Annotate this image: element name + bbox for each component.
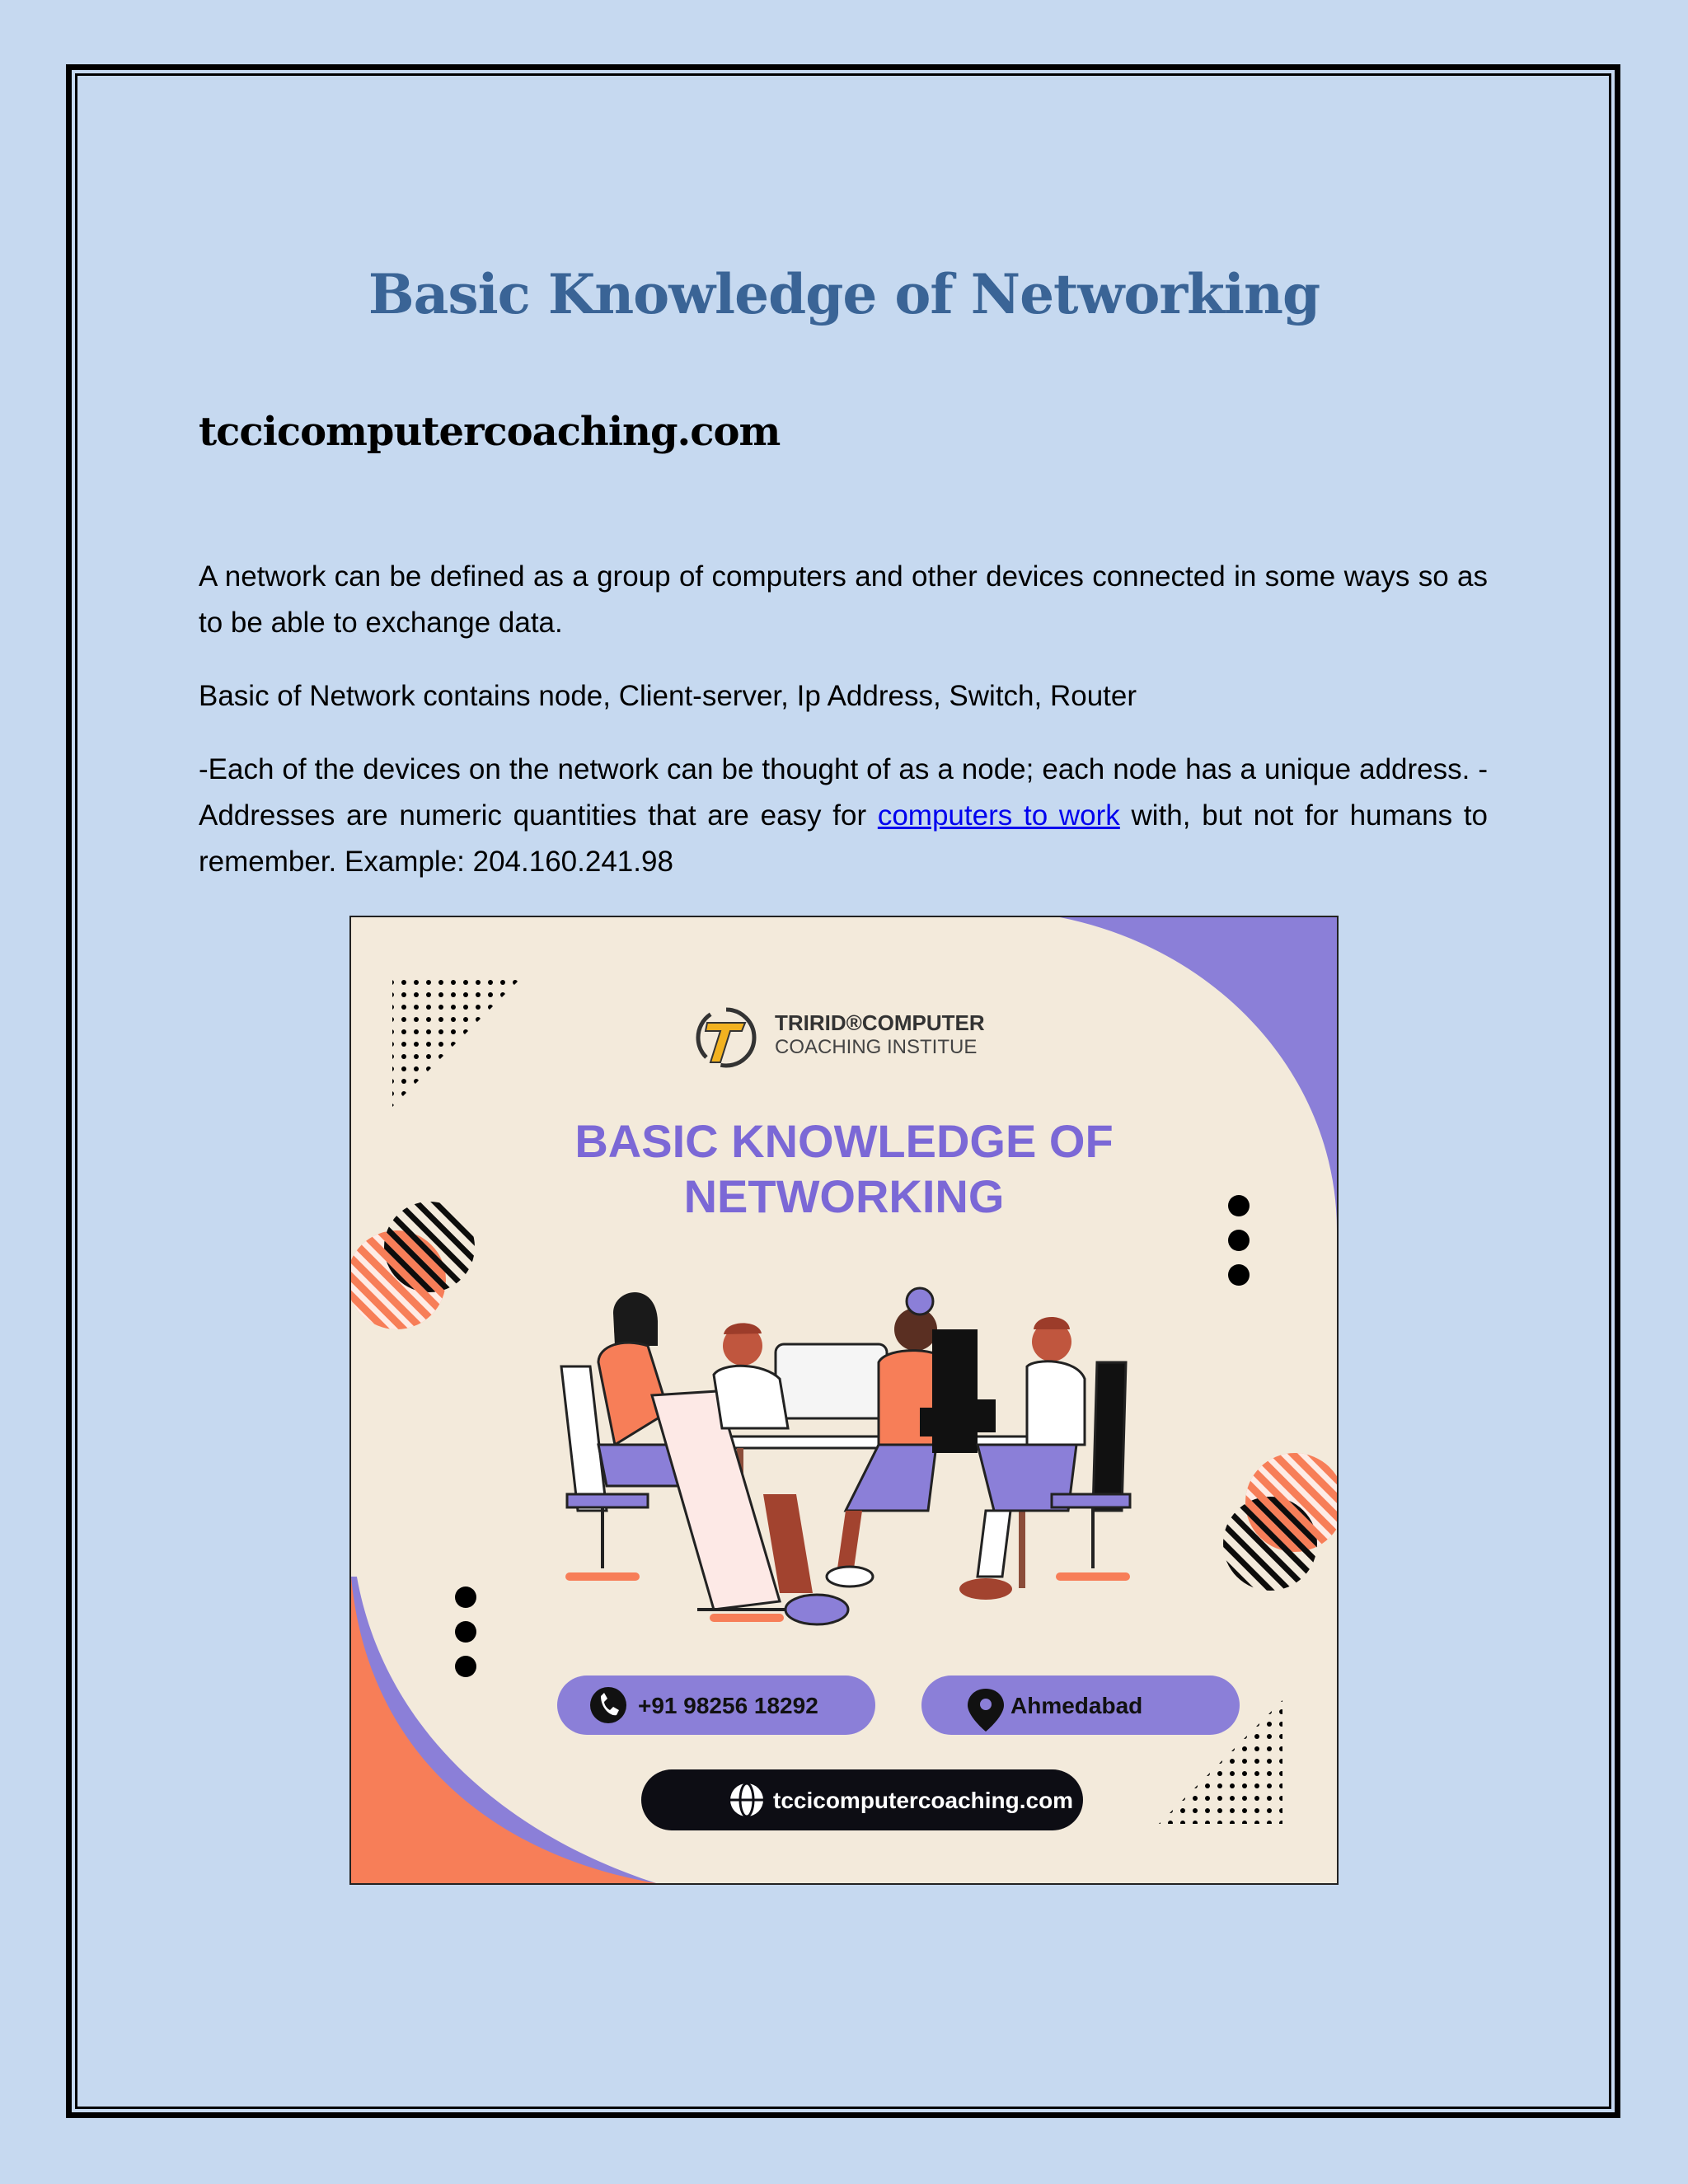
poster-website: tccicomputercoaching.com [773, 1788, 1074, 1813]
paragraph-node-address [199, 747, 1488, 885]
paragraph-network-definition: A network can be defined as a group of computers and other devices connected in some ways so as to be able to exchange data. [199, 560, 1488, 639]
site-name: tccicomputercoaching.com [199, 409, 781, 455]
document-title: Basic Knowledge of Networking [368, 262, 1320, 326]
logo-line1: TRIRID®COMPUTER [775, 1010, 985, 1035]
poster-heading-line1: BASIC KNOWLEDGE OF [574, 1115, 1114, 1167]
computers-to-work-link[interactable]: computers to work [877, 799, 1120, 832]
paragraph-text-start: -Each of the devices on the network can be thought of as a node; each node has a unique address. -Addresses are numeric quantities that are easy for [199, 753, 1488, 832]
paragraph-network-basics: Basic of Network contains node, Client-server, Ip Address, Switch, Router [199, 680, 1137, 712]
logo-line2: COACHING INSTITUE [775, 1036, 978, 1058]
poster-phone-number: +91 98256 18292 [638, 1693, 818, 1718]
poster-heading-line2: NETWORKING [683, 1170, 1005, 1222]
networking-poster-image [349, 916, 1339, 1885]
poster-location: Ahmedabad [1010, 1693, 1143, 1718]
phone-icon [590, 1687, 626, 1723]
paragraph-text-end: with, but not for humans to remember. Example: 204.160.241.98 [199, 799, 1489, 878]
